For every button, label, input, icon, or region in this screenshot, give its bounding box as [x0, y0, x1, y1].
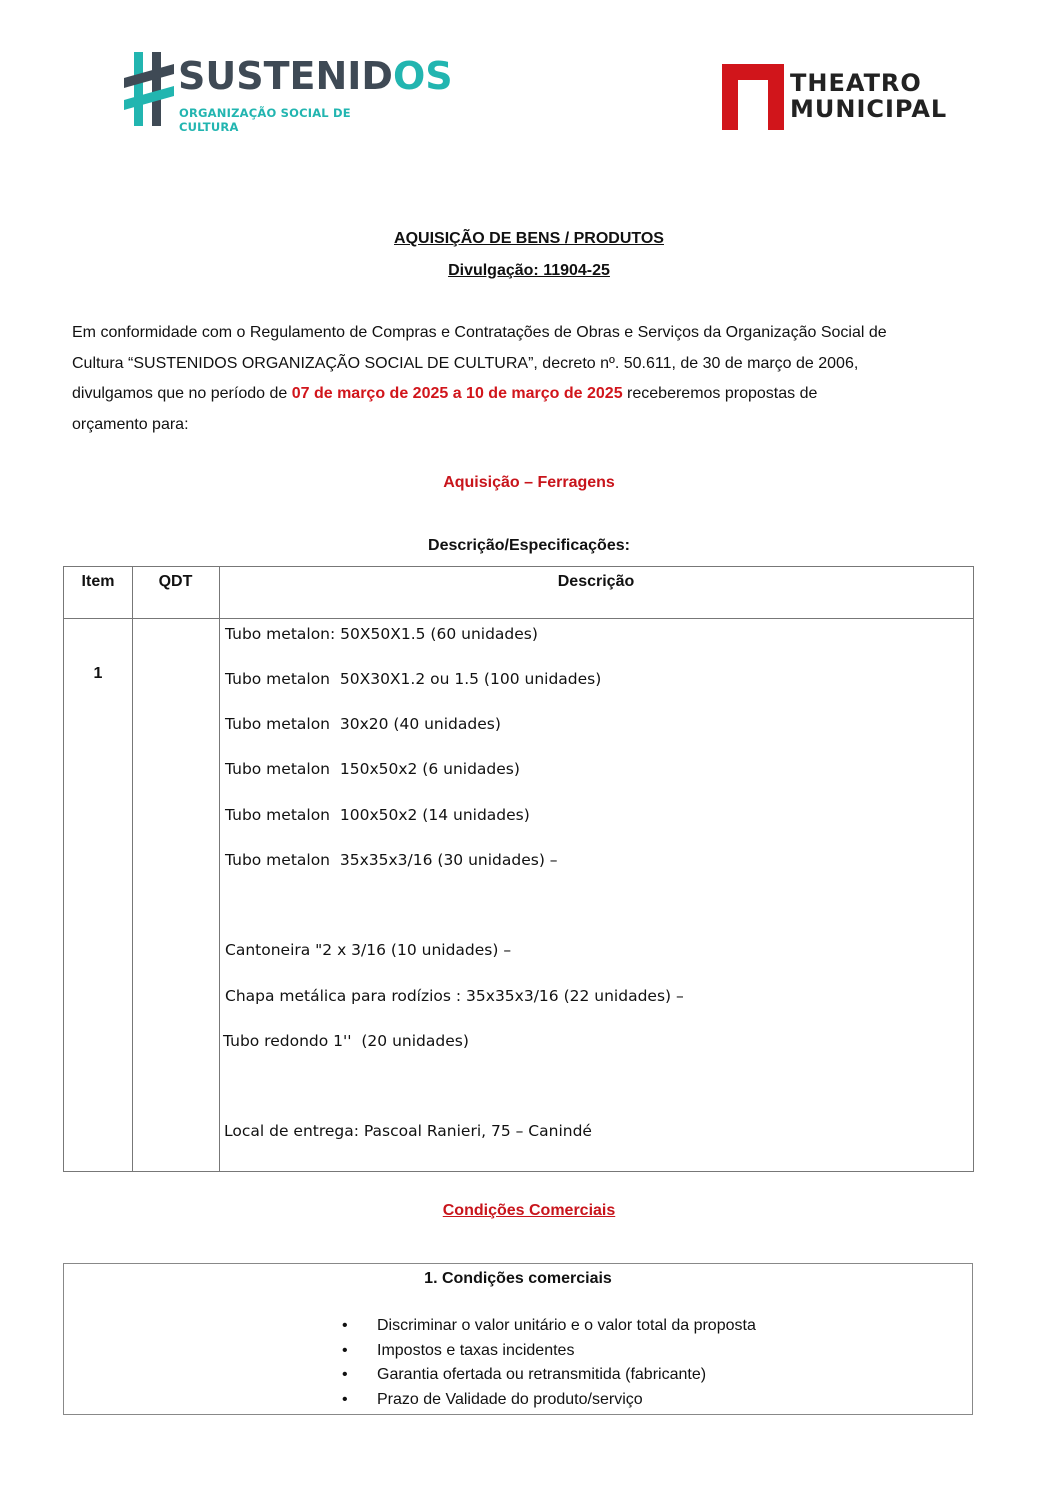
sustenidos-wordmark-main: SUSTENID	[178, 54, 393, 98]
header-item: Item	[81, 573, 115, 590]
header-divider	[64, 618, 973, 619]
description-line: Tubo metalon 50X30X1.2 ou 1.5 (100 unidades)	[225, 670, 602, 688]
description-line: Tubo metalon: 50X50X1.5 (60 unidades)	[225, 625, 538, 643]
item-number: 1	[93, 665, 103, 682]
conditions-list	[342, 1314, 756, 1412]
description-line: Tubo metalon 35x35x3/16 (30 unidades) –	[225, 851, 558, 869]
condition-text: Garantia ofertada ou retransmitida (fabricante)	[377, 1366, 707, 1383]
sustenidos-wordmark	[178, 54, 453, 98]
description-line: Tubo metalon 150x50x2 (6 unidades)	[225, 760, 520, 778]
intro-line-2: Cultura “SUSTENIDOS ORGANIZAÇÃO SOCIAL DE CULTURA”, decreto nº. 50.611, de 30 de março de 2006,	[72, 354, 859, 372]
column-divider	[219, 567, 220, 1171]
theatro-municipal-logo	[722, 64, 962, 130]
description-line: Cantoneira "2 x 3/16 (10 unidades) –	[225, 941, 512, 959]
conditions-box-title: 1. Condições comerciais	[424, 1270, 612, 1287]
intro-line-3	[72, 379, 992, 410]
commercial-conditions-title: Condições Comerciais	[442, 1202, 616, 1219]
proposal-period: 07 de março de 2025 a 10 de março de 2025	[291, 385, 623, 402]
items-table	[63, 566, 974, 1172]
bullet-icon: •	[342, 1317, 348, 1334]
condition-text: Impostos e taxas incidentes	[377, 1341, 575, 1359]
description-line: Tubo metalon 100x50x2 (14 unidades)	[225, 806, 530, 824]
commercial-conditions-box	[63, 1263, 973, 1415]
list-item	[342, 1363, 756, 1388]
municipal-line: MUNICIPAL	[790, 95, 948, 123]
sustenidos-subtitle: ORGANIZAÇÃO SOCIAL DE CULTURA	[179, 106, 351, 134]
intro-paragraph	[72, 318, 992, 440]
acquisition-subtitle: Aquisição – Ferragens	[443, 474, 615, 491]
bullet-icon: •	[342, 1366, 348, 1383]
column-divider	[132, 567, 133, 1171]
specifications-heading: Descrição/Especificações:	[428, 537, 630, 554]
list-item	[342, 1314, 756, 1339]
bullet-icon: •	[342, 1341, 348, 1359]
bullet-icon: •	[342, 1390, 348, 1408]
theatro-municipal-text	[790, 70, 947, 122]
header-qdt: QDT	[158, 573, 193, 590]
sustenidos-logo	[124, 48, 453, 134]
list-item	[342, 1339, 756, 1364]
intro-line-1: Em conformidade com o Regulamento de Compras e Contratações de Obras e Serviços da Organização Social de	[72, 324, 887, 341]
intro-line-3-start: divulgamos que no período de	[72, 385, 292, 402]
description-line: Tubo redondo 1'' (20 unidades)	[223, 1032, 469, 1050]
document-title: AQUISIÇÃO DE BENS / PRODUTOS	[394, 230, 664, 247]
theatro-line: THEATRO	[790, 69, 922, 97]
condition-text: Prazo de Validade do produto/serviço	[377, 1390, 643, 1408]
hashtag-icon	[124, 48, 176, 130]
divulgacao-number: Divulgação: 11904-25	[448, 262, 610, 279]
description-line: Tubo metalon 30x20 (40 unidades)	[225, 715, 501, 733]
theatre-arch-icon	[722, 64, 784, 130]
description-line: Chapa metálica para rodízios : 35x35x3/16 (22 unidades) –	[225, 987, 684, 1005]
intro-line-4: orçamento para:	[72, 415, 189, 433]
list-item	[342, 1388, 756, 1413]
intro-line-3-end: receberemos propostas de	[622, 385, 818, 402]
header-descricao: Descrição	[557, 573, 635, 590]
condition-text: Discriminar o valor unitário e o valor total da proposta	[377, 1317, 756, 1334]
sustenidos-wordmark-accent: OS	[392, 54, 453, 98]
delivery-location: Local de entrega: Pascoal Ranieri, 75 – Canindé	[224, 1122, 592, 1140]
